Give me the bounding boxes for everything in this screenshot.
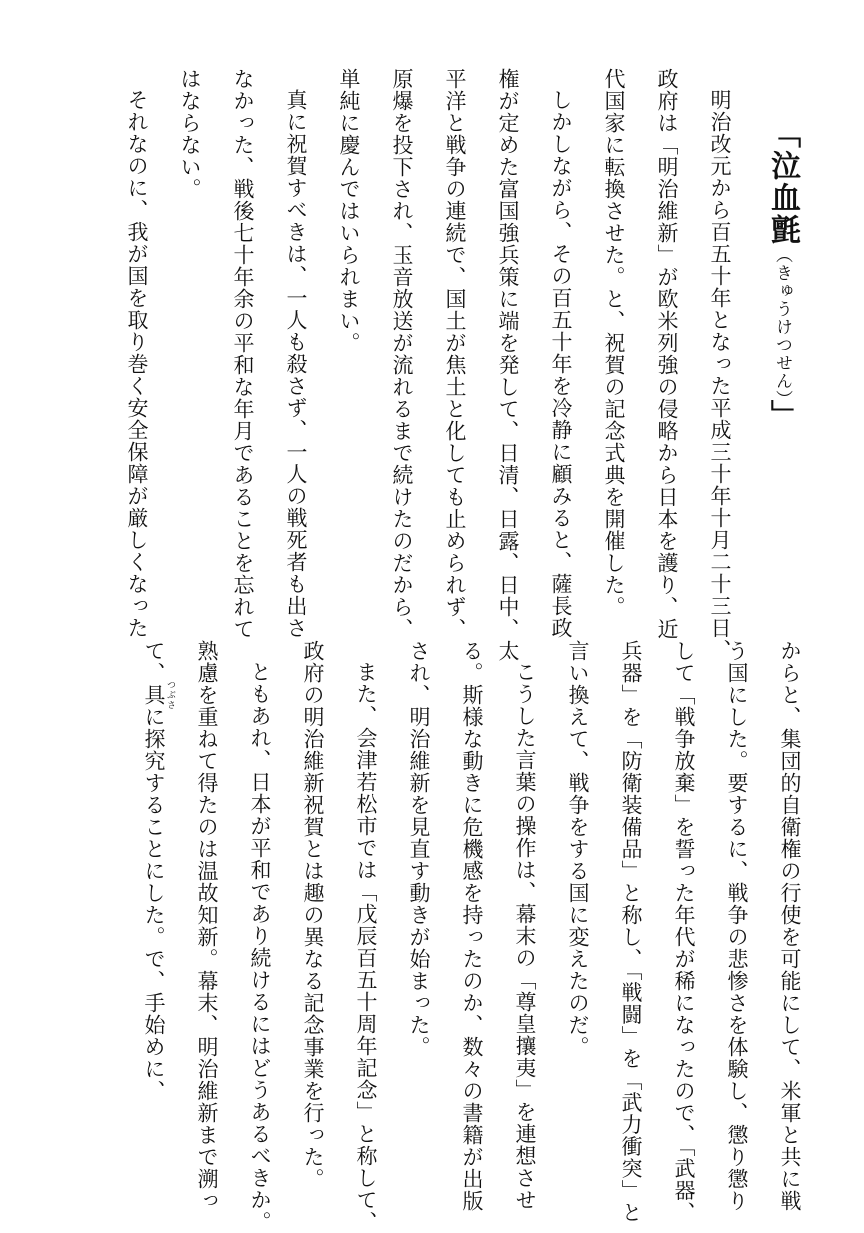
top-text-block <box>110 68 746 662</box>
ruby-word <box>142 680 175 710</box>
essay-title <box>760 118 804 432</box>
title-open-bracket: 「 <box>765 118 800 150</box>
text-line: 真に祝賀すべきは、一人も殺さず、一人の戦死者も出さ <box>284 89 308 639</box>
text-line: 政府は「明治維新」が欧米列強の侵略から日本を護り、近 <box>655 68 679 640</box>
title-reading: （きゅうけつせん） <box>772 246 792 400</box>
text-line: 単純に慶んではいられまい。 <box>337 68 361 354</box>
text-line: され、明治維新を見直す動きが始まった。 <box>407 640 431 1058</box>
text-line: ともあれ、日本が平和であり続けるにはどうあるべきか。 <box>248 661 272 1233</box>
text-line: る。斯様な動きに危機感を持ったのか、数々の書籍が出版 <box>460 640 484 1212</box>
title-main: 泣血氈 <box>765 150 800 246</box>
text-line: しかしながら、その百五十年を冷静に顧みると、薩長政 <box>549 89 573 639</box>
text-line: 兵器」を「防衛装備品」と称し、「戦闘」を「武力衝突」と <box>619 640 643 1224</box>
text-line: はならない。 <box>178 68 202 200</box>
text-line: う国にした。要するに、戦争の悲惨さを体験し、懲り懲り <box>725 640 749 1212</box>
text-line: こうした言葉の操作は、幕末の「尊皇攘夷」を連想させ <box>513 661 537 1211</box>
text-line: して「戦争放棄」を誓った年代が稀になったので、「武器、 <box>672 640 696 1224</box>
text-line: 政府の明治維新祝賀とは趣の異なる記念事業を行った。 <box>301 640 325 1190</box>
ruby-base: 具 <box>142 680 166 710</box>
text-line: 権が定めた富国強兵策に端を発して、日清、日露、日中、太 <box>496 68 520 662</box>
last-line-suffix: に探究することにした。で、手始めに、 <box>142 706 166 1102</box>
text-line: また、会津若松市では「戊辰百五十周年記念」と称して、 <box>354 661 378 1233</box>
text-line: 平洋と戦争の連続で、国土が焦土と化しても止められず、 <box>443 68 467 640</box>
text-line: 原爆を投下され、玉音放送が流れるまで続けたのだから、 <box>390 68 414 640</box>
last-line-prefix: て、 <box>142 640 166 684</box>
ruby-reading: つぶさ <box>165 680 175 710</box>
text-line: 代国家に転換させた。と、祝賀の記念式典を開催した。 <box>602 68 626 618</box>
text-line: 言い換えて、戦争をする国に変えたのだ。 <box>566 640 590 1058</box>
text-line: 明治改元から百五十年となった平成三十年十月二十三日、 <box>708 89 732 661</box>
text-line: 熟慮を重ねて得たのは温故知新。幕末、明治維新まで溯っ <box>195 640 219 1212</box>
title-close-bracket: 」 <box>765 399 800 432</box>
text-line-last <box>127 640 180 1160</box>
text-line: からと、集団的自衛権の行使を可能にして、米軍と共に戦 <box>778 640 802 1212</box>
bottom-text-block <box>127 640 816 1233</box>
text-line: なかった、戦後七十年余の平和な年月であることを忘れて <box>231 68 255 640</box>
text-line: それなのに、我が国を取り巻く安全保障が厳しくなった <box>125 89 149 639</box>
